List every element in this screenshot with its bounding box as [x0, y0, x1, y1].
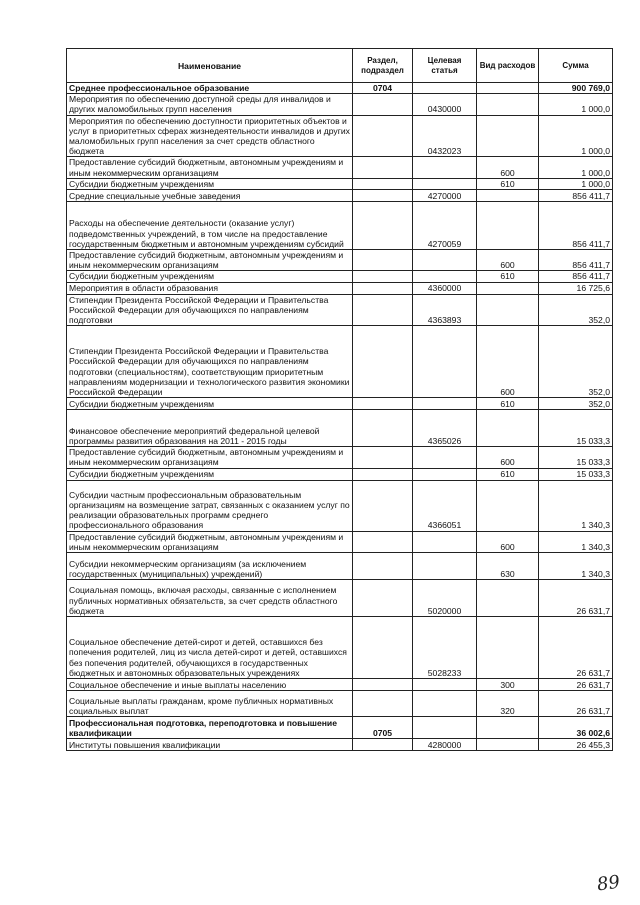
row-article [413, 531, 477, 552]
row-sum: 26 631,7 [539, 679, 613, 691]
row-sum: 26 631,7 [539, 580, 613, 617]
row-article: 4360000 [413, 282, 477, 294]
row-expense-type: 600 [477, 157, 539, 178]
row-sum: 1 000,0 [539, 115, 613, 157]
row-section [353, 739, 413, 751]
table-row [67, 294, 613, 326]
row-section [353, 691, 413, 717]
row-section [353, 282, 413, 294]
row-expense-type [477, 282, 539, 294]
row-name: Мероприятия по обеспечению доступной среды для инвалидов и других маломобильных групп населения [67, 94, 353, 115]
row-sum: 856 411,7 [539, 250, 613, 271]
row-section [353, 202, 413, 250]
row-section [353, 115, 413, 157]
row-article [413, 447, 477, 468]
row-article: 5028233 [413, 617, 477, 679]
row-sum: 15 033,3 [539, 410, 613, 447]
row-sum: 1 000,0 [539, 157, 613, 178]
row-article [413, 468, 477, 480]
row-sum: 856 411,7 [539, 271, 613, 282]
row-article: 4280000 [413, 739, 477, 751]
table-row [67, 178, 613, 189]
table-row [67, 190, 613, 202]
row-name: Субсидии бюджетным учреждениям [67, 178, 353, 189]
row-expense-type: 630 [477, 553, 539, 580]
table-row [67, 447, 613, 468]
row-article: 4363893 [413, 294, 477, 326]
row-expense-type: 610 [477, 178, 539, 189]
row-article [413, 326, 477, 398]
row-sum: 1 340,3 [539, 531, 613, 552]
row-article [413, 553, 477, 580]
row-sum: 15 033,3 [539, 447, 613, 468]
header-sum: Сумма [539, 49, 613, 83]
table-row [67, 531, 613, 552]
row-sum: 16 725,6 [539, 282, 613, 294]
row-section [353, 468, 413, 480]
row-sum: 26 631,7 [539, 691, 613, 717]
table-row [67, 580, 613, 617]
row-article: 0430000 [413, 94, 477, 115]
table-row [67, 83, 613, 94]
row-sum: 352,0 [539, 326, 613, 398]
row-sum: 1 000,0 [539, 178, 613, 189]
header-section: Раздел, подраздел [353, 49, 413, 83]
row-expense-type: 600 [477, 447, 539, 468]
table-row [67, 553, 613, 580]
row-section [353, 410, 413, 447]
row-expense-type: 610 [477, 468, 539, 480]
row-section: 0704 [353, 83, 413, 94]
row-sum: 1 340,3 [539, 480, 613, 531]
row-sum: 26 455,3 [539, 739, 613, 751]
row-article: 4270059 [413, 202, 477, 250]
page-number: 89 [595, 871, 622, 896]
table-row [67, 115, 613, 157]
row-expense-type [477, 115, 539, 157]
table-row [67, 202, 613, 250]
row-expense-type [477, 480, 539, 531]
row-name: Предоставление субсидий бюджетным, автономным учреждениям и иным некоммерческим организациям [67, 157, 353, 178]
row-section [353, 480, 413, 531]
row-name: Профессиональная подготовка, переподготовка и повышение квалификации [67, 717, 353, 739]
row-article [413, 717, 477, 739]
row-expense-type [477, 190, 539, 202]
row-name: Социальное обеспечение детей-сирот и детей, оставшихся без попечения родителей, лиц из числа детей-сирот и детей, оставшихся без попечения родителей, обучающихся в государственных бюджетных и автономных образовательных учреждениях [67, 617, 353, 679]
row-sum: 36 002,6 [539, 717, 613, 739]
row-expense-type: 610 [477, 271, 539, 282]
table-row [67, 282, 613, 294]
table-body [67, 83, 613, 751]
table-row [67, 326, 613, 398]
row-article [413, 178, 477, 189]
table-row [67, 679, 613, 691]
row-name: Субсидии частным профессиональным образовательным организациям на возмещение затрат, связанных с оказанием услуг по реализации образовательных программ среднего профессионального образования [67, 480, 353, 531]
table-header-row [67, 49, 613, 83]
row-name: Предоставление субсидий бюджетным, автономным учреждениям и иным некоммерческим организациям [67, 250, 353, 271]
row-expense-type [477, 617, 539, 679]
row-sum: 352,0 [539, 294, 613, 326]
table-row [67, 398, 613, 410]
row-expense-type [477, 83, 539, 94]
row-name: Мероприятия в области образования [67, 282, 353, 294]
row-name: Среднее профессиональное образование [67, 83, 353, 94]
row-article [413, 679, 477, 691]
header-name: Наименование [67, 49, 353, 83]
row-expense-type [477, 580, 539, 617]
row-article [413, 250, 477, 271]
row-article [413, 271, 477, 282]
row-expense-type: 320 [477, 691, 539, 717]
table-row [67, 250, 613, 271]
table-row [67, 468, 613, 480]
row-expense-type [477, 739, 539, 751]
row-article [413, 691, 477, 717]
row-sum: 856 411,7 [539, 202, 613, 250]
row-expense-type: 610 [477, 398, 539, 410]
row-article [413, 83, 477, 94]
row-expense-type [477, 294, 539, 326]
row-article: 5020000 [413, 580, 477, 617]
row-name: Мероприятия по обеспечению доступности приоритетных объектов и услуг в приоритетных сферах жизнедеятельности инвалидов и других маломобильных групп населения за счет средств областного бюджета [67, 115, 353, 157]
row-name: Социальные выплаты гражданам, кроме публичных нормативных социальных выплат [67, 691, 353, 717]
row-section [353, 553, 413, 580]
row-article: 4366051 [413, 480, 477, 531]
row-name: Финансовое обеспечение мероприятий федеральной целевой программы развития образования на 2011 - 2015 годы [67, 410, 353, 447]
table-row [67, 410, 613, 447]
row-sum: 26 631,7 [539, 617, 613, 679]
row-name: Предоставление субсидий бюджетным, автономным учреждениям и иным некоммерческим организациям [67, 447, 353, 468]
budget-table [66, 48, 613, 751]
row-article [413, 398, 477, 410]
row-expense-type [477, 717, 539, 739]
row-expense-type [477, 94, 539, 115]
table-row [67, 717, 613, 739]
table-row [67, 691, 613, 717]
table-row [67, 94, 613, 115]
row-name: Средние специальные учебные заведения [67, 190, 353, 202]
row-name: Расходы на обеспечение деятельности (оказание услуг) подведомственных учреждений, в том числе на предоставление государственным бюджетным и автономным учреждениям субсидий [67, 202, 353, 250]
row-section [353, 250, 413, 271]
row-section [353, 447, 413, 468]
row-section [353, 178, 413, 189]
row-article: 4365026 [413, 410, 477, 447]
row-name: Социальное обеспечение и иные выплаты населению [67, 679, 353, 691]
row-name: Стипендии Президента Российской Федерации и Правительства Российской Федерации для обучающихся по направлениям подготовки (специальностям), соответствующим приоритетным направлениям модернизации и технологического развития экономики Российской Федерации [67, 326, 353, 398]
row-section [353, 617, 413, 679]
row-expense-type [477, 410, 539, 447]
row-sum: 900 769,0 [539, 83, 613, 94]
table-row [67, 271, 613, 282]
table-row [67, 739, 613, 751]
table-row [67, 617, 613, 679]
row-name: Субсидии бюджетным учреждениям [67, 271, 353, 282]
row-name: Субсидии бюджетным учреждениям [67, 398, 353, 410]
table-row [67, 157, 613, 178]
row-section: 0705 [353, 717, 413, 739]
row-section [353, 157, 413, 178]
row-section [353, 94, 413, 115]
row-name: Стипендии Президента Российской Федерации и Правительства Российской Федерации для обучающихся по направлениям подготовки [67, 294, 353, 326]
row-expense-type: 600 [477, 531, 539, 552]
row-sum: 1 340,3 [539, 553, 613, 580]
row-name: Социальная помощь, включая расходы, связанные с исполнением публичных нормативных обязательств, за счет средств областного бюджета [67, 580, 353, 617]
row-sum: 15 033,3 [539, 468, 613, 480]
row-section [353, 190, 413, 202]
row-section [353, 271, 413, 282]
row-section [353, 531, 413, 552]
row-sum: 1 000,0 [539, 94, 613, 115]
row-expense-type: 600 [477, 250, 539, 271]
row-sum: 352,0 [539, 398, 613, 410]
row-article: 4270000 [413, 190, 477, 202]
row-section [353, 398, 413, 410]
row-expense-type [477, 202, 539, 250]
row-name: Субсидии бюджетным учреждениям [67, 468, 353, 480]
row-article: 0432023 [413, 115, 477, 157]
row-sum: 856 411,7 [539, 190, 613, 202]
row-article [413, 157, 477, 178]
row-name: Субсидии некоммерческим организациям (за исключением государственных (муниципальных) учреждений) [67, 553, 353, 580]
header-article: Целевая статья [413, 49, 477, 83]
header-expense-type: Вид расходов [477, 49, 539, 83]
table-row [67, 480, 613, 531]
row-name: Предоставление субсидий бюджетным, автономным учреждениям и иным некоммерческим организациям [67, 531, 353, 552]
row-section [353, 326, 413, 398]
row-expense-type: 600 [477, 326, 539, 398]
row-name: Институты повышения квалификации [67, 739, 353, 751]
row-section [353, 580, 413, 617]
row-expense-type: 300 [477, 679, 539, 691]
row-section [353, 679, 413, 691]
row-section [353, 294, 413, 326]
